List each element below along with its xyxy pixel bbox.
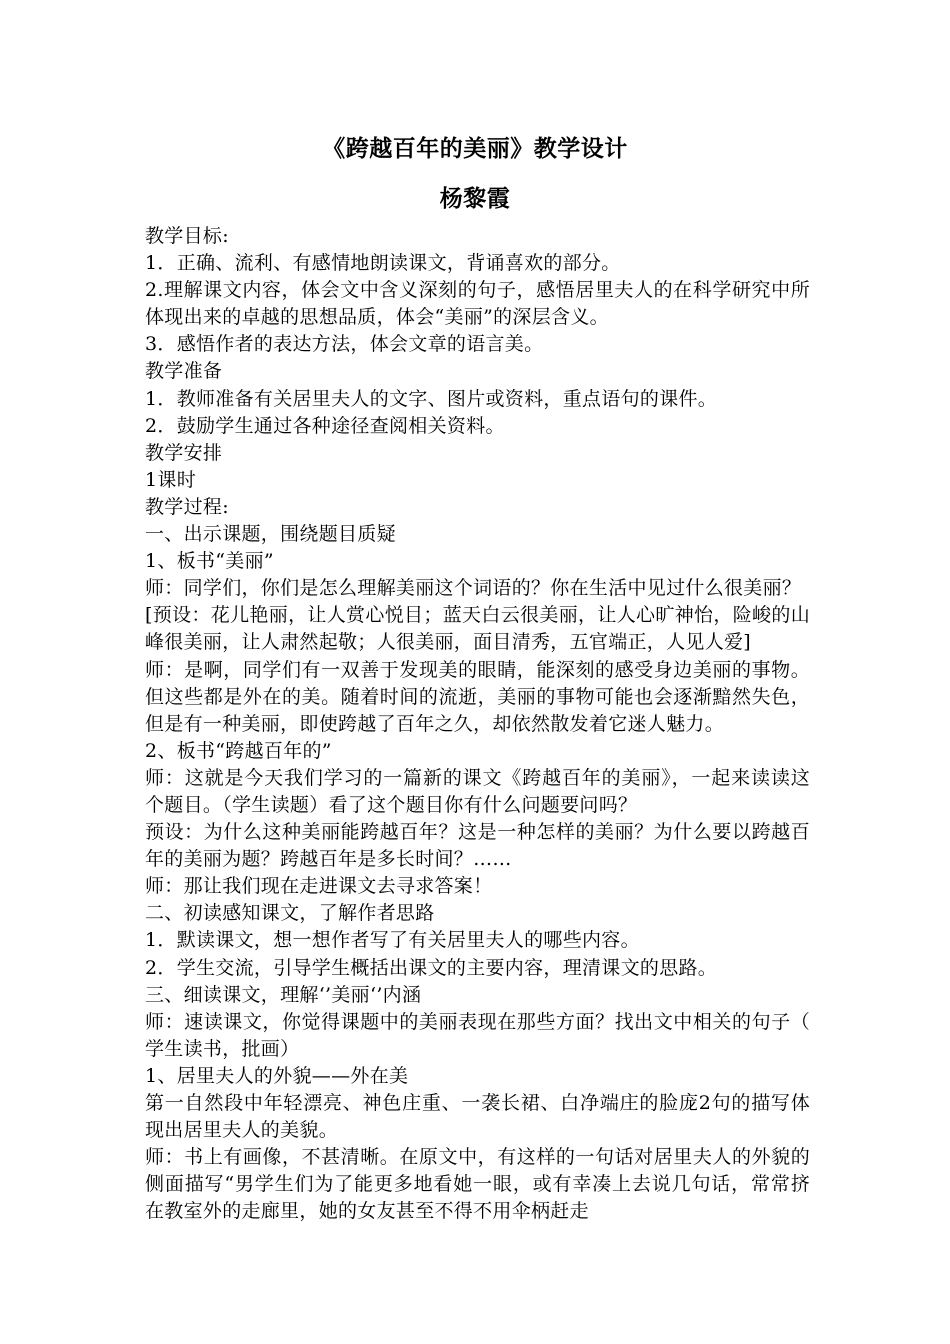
author-name: 杨黎霞 — [439, 186, 511, 212]
document-body — [145, 223, 810, 1225]
paragraph: 1课时 — [145, 468, 196, 491]
paragraph: 2、板书“跨越百年的” — [145, 739, 332, 762]
paragraph: 教学目标: — [145, 225, 229, 247]
paragraph: 1、居里夫人的外貌——外在美 — [145, 1064, 409, 1087]
paragraph: 师：是啊，同学们有一双善于发现美的眼睛，能深刻的感受身边美丽的事物。但这些都是外在的美。随着时间的流逝，美丽的事物可能也会逐渐黯然失色，但是有一种美丽，即使跨越了百年之久，却依然散发着它迷人魅力。 — [145, 658, 810, 735]
paragraph: 教学安排 — [145, 441, 223, 464]
paragraph: 2．鼓励学生通过各种途径查阅相关资料。 — [145, 414, 505, 437]
paragraph: 师：速读课文，你觉得课题中的美丽表现在那些方面？找出文中相关的句子（学生读书，批画） — [145, 1010, 810, 1060]
paragraph: 1．教师准备有关居里夫人的文字、图片或资料，重点语句的课件。 — [145, 387, 718, 410]
paragraph: 三、细读课文，理解‘’美丽‘’内涵 — [145, 983, 422, 1006]
paragraph: 3．感悟作者的表达方法，体会文章的语言美。 — [145, 333, 544, 356]
paragraph: 预设：为什么这种美丽能跨越百年？这是一种怎样的美丽？为什么要以跨越百年的美丽为题？跨越百年是多长时间？…… — [145, 821, 810, 871]
paragraph: 2．学生交流，引导学生概括出课文的主要内容，理清课文的思路。 — [145, 956, 718, 979]
paragraph: 1、板书“美丽” — [145, 550, 274, 573]
paragraph: 师：书上有画像，不甚清晰。在原文中，有这样的一句话对居里夫人的外貌的侧面描写“男学生们为了能更多地看她一眼，或有幸凑上去说几句话，常常挤在教室外的走廊里，她的女友甚至不得不用伞柄赶走 — [145, 1146, 810, 1223]
paragraph: 教学过程: — [145, 495, 229, 518]
paragraph: 二、初读感知课文，了解作者思路 — [145, 902, 435, 925]
paragraph: 1．默读课文，想一想作者写了有关居里夫人的哪些内容。 — [145, 929, 640, 952]
paragraph: [预设：花儿艳丽，让人赏心悦目；蓝天白云很美丽，让人心旷神怡，险峻的山峰很美丽，让人肃然起敬；人很美丽，面目清秀，五官端正，人见人爱] — [145, 604, 810, 654]
paragraph: 教学准备 — [145, 360, 223, 383]
paragraph: 一、出示课题，围绕题目质疑 — [145, 523, 396, 546]
paragraph: 师：那让我们现在走进课文去寻求答案！ — [145, 875, 493, 898]
paragraph: 第一自然段中年轻漂亮、神色庄重、一袭长裙、白净端庄的脸庞2句的描写体现出居里夫人的美貌。 — [145, 1092, 810, 1142]
paragraph: 1．正确、流利、有感情地朗读课文，背诵喜欢的部分。 — [145, 252, 621, 275]
paragraph: 师：这就是今天我们学习的一篇新的课文《跨越百年的美丽》，一起来读读这个题目。（学生读题）看了这个题目你有什么问题要问吗？ — [145, 766, 810, 816]
document-title: 《跨越百年的美丽》教学设计 — [322, 136, 628, 162]
paragraph: 2.理解课文内容，体会文中含义深刻的句子，感悟居里夫人的在科学研究中所体现出来的卓越的思想品质，体会“美丽”的深层含义。 — [145, 279, 810, 329]
paragraph: 师：同学们，你们是怎么理解美丽这个词语的？你在生活中见过什么很美丽？ — [145, 577, 802, 600]
